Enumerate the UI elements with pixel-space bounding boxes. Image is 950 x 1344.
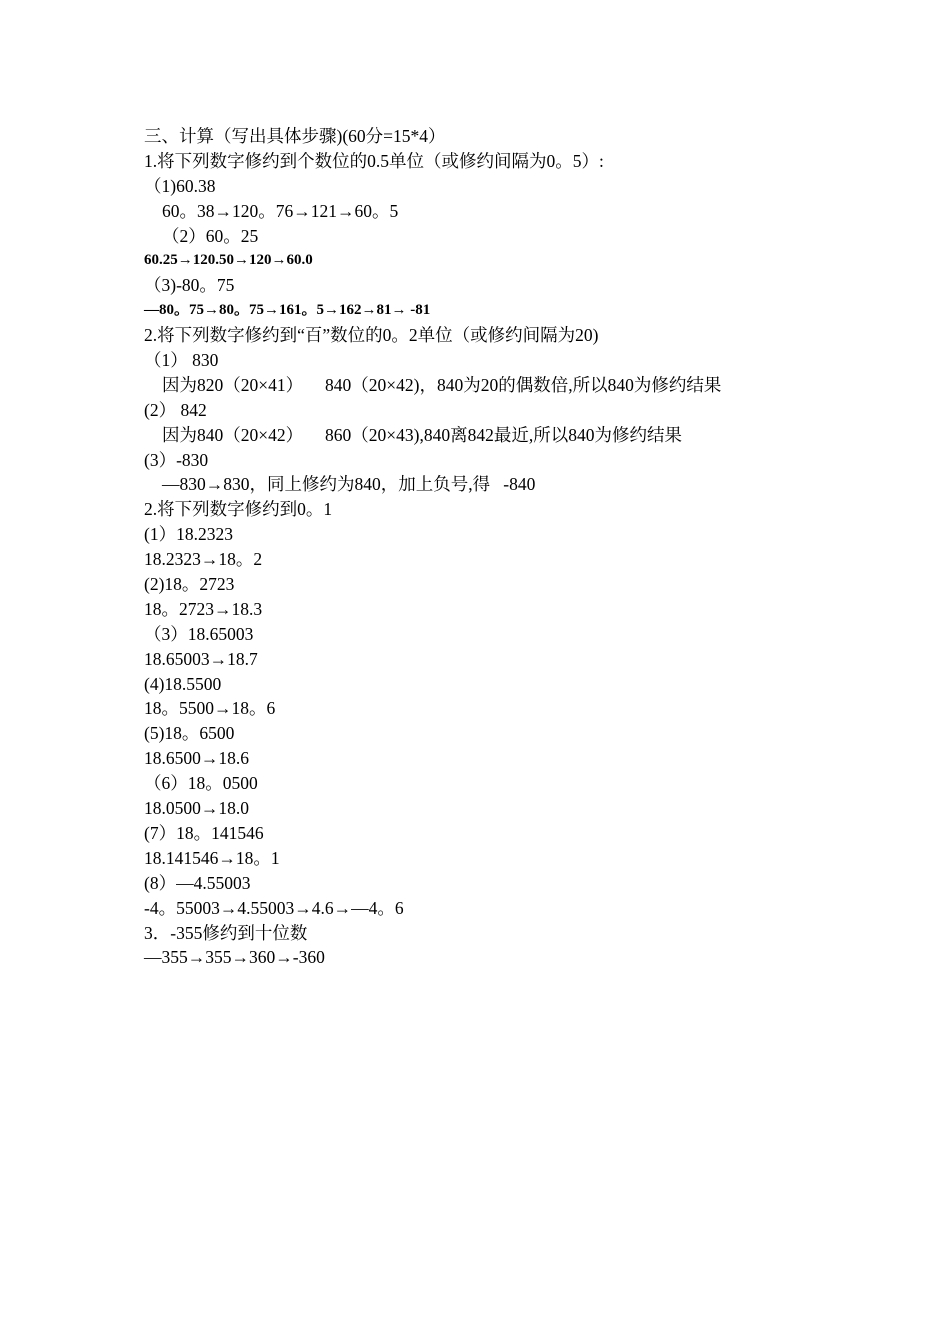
q2b-item-1: (1）18.2323 — [144, 524, 233, 545]
q2-item-2-answer: 因为840（20×42） 860（20×43),840离842最近,所以840为修约结果 — [162, 424, 682, 445]
q2b-item-2: (2)18。2723 — [144, 574, 235, 595]
question-3-title: 3．-355修约到十位数 — [144, 922, 308, 943]
q1-item-2: （2）60。25 — [162, 225, 259, 246]
q2-item-1-answer: 因为820（20×41） 840（20×42)，840为20的偶数倍,所以840为修约结果 — [162, 374, 722, 395]
q2b-item-5-answer: 18.6500→18.6 — [144, 748, 249, 769]
q1-item-1-answer: 60。38→120。76→121→60。5 — [162, 200, 399, 221]
q1-item-1: （1)60.38 — [144, 175, 216, 196]
q2b-item-3-answer: 18.65003→18.7 — [144, 648, 258, 669]
q2-item-3-answer: —830→830，同上修约为840，加上负号,得 -840 — [162, 474, 536, 495]
section-heading: 三、计算（写出具体步骤)(60分=15*4） — [144, 126, 446, 146]
question-1-title: 1.将下列数字修约到个数位的0.5单位（或修约间隔为0。5）: — [144, 150, 604, 171]
q2b-item-7-answer: 18.141546→18。1 — [144, 847, 280, 868]
q2b-item-3: （3）18.65003 — [144, 623, 254, 644]
q2b-item-5: (5)18。6500 — [144, 723, 235, 744]
q2b-item-8: (8）—4.55003 — [144, 872, 251, 893]
question-2b-title: 2.将下列数字修约到0。1 — [144, 499, 333, 520]
q2b-item-6-answer: 18.0500→18.0 — [144, 798, 249, 819]
q2b-item-1-answer: 18.2323→18。2 — [144, 549, 263, 570]
q2b-item-8-answer: -4。55003→4.55003→4.6→—4。6 — [144, 897, 404, 918]
q2-item-1: （1） 830 — [144, 350, 219, 371]
q2-item-2: (2） 842 — [144, 399, 207, 420]
q2b-item-4: (4)18.5500 — [144, 673, 222, 694]
q2b-item-7: (7）18。141546 — [144, 822, 264, 843]
q2b-item-2-answer: 18。2723→18.3 — [144, 598, 263, 619]
question-2-title: 2.将下列数字修约到“百”数位的0。2单位（或修约间隔为20) — [144, 325, 599, 346]
document-body — [144, 124, 844, 970]
q2b-item-4-answer: 18。5500→18。6 — [144, 698, 276, 719]
q3-answer: —355→355→360→-360 — [144, 947, 325, 968]
q2-item-3: (3）-830 — [144, 449, 209, 470]
q1-item-3: （3)-80。75 — [144, 275, 235, 296]
q1-item-2-answer: 60.25→120.50→120→60.0 — [144, 252, 313, 269]
q1-item-3-answer: —80。75→80。75→161。5→162→81→ -81 — [144, 302, 431, 319]
q2b-item-6: （6）18。0500 — [144, 773, 258, 794]
